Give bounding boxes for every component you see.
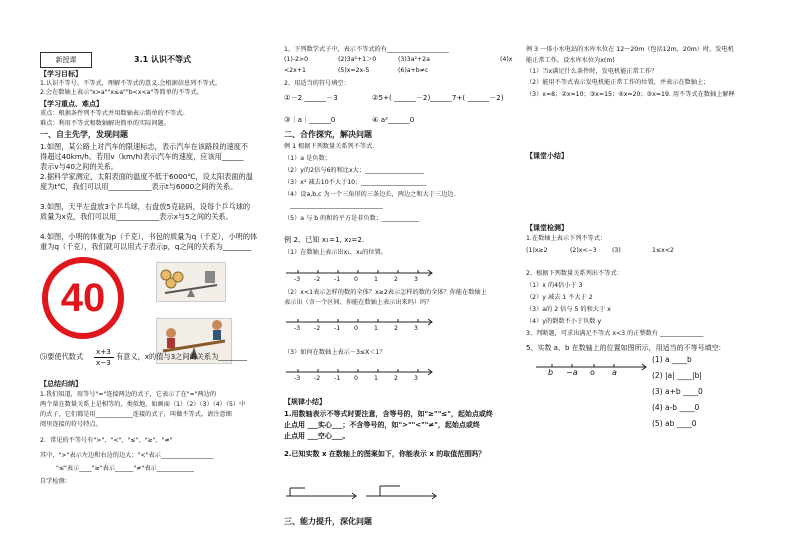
answer-line: (2) |a| ____|b| (652, 371, 702, 380)
test-3: 3、判断题，可求出满足不等式 x<3 的正整数有 ______________ (526, 330, 704, 337)
tick-label: 1 (374, 375, 378, 382)
self-check-label: 自学检测： (40, 478, 71, 485)
question-line: 1.如图，某公路上对汽车的限速标志，表示汽车在该路段的速度不 (40, 142, 249, 151)
example-1: 例 1 根据下列数量关系列不等式. (284, 143, 375, 150)
class-test-heading: 【课堂检测】 (526, 224, 568, 232)
number-line-2 (286, 319, 432, 325)
tick-label: 1 (374, 276, 378, 283)
question-line: 得超过40km/h。若用v（km/h)表示汽车的速度，应该用______ (40, 152, 244, 161)
q2-text: 2、用适当的符号填空： (284, 80, 350, 87)
tick-label: -2 (314, 375, 321, 382)
q2-fill: ①－2 ______－3 (284, 93, 338, 102)
example-2-q3: （3）如何在数轴上表示－3≤X＜1？ (284, 349, 386, 356)
rule-line: 止点用 ___实心___；不含等号的，如">""<""≠"，起始点或终 (284, 421, 480, 429)
axis-label-a: a (612, 368, 617, 377)
goal-2: 2.会在数轴上表示"x>a""x≤a""b<x<a"等简单的不等式。 (40, 89, 203, 96)
test-1-option: (3) (612, 247, 621, 254)
tick-label: -2 (314, 276, 321, 283)
example-3: 能正常工作，设水库水位为x(m) (526, 57, 615, 64)
fraction-question-prefix: ⑸要使代数式 (40, 352, 84, 361)
axis-label-b: b (548, 368, 554, 377)
q2-fill: ②5+( ______－2)______7+( ______－2) (372, 93, 504, 102)
summary-line: 1.我们知道，用等号"="连接两边的式子，它表示了在"="两边的 (40, 391, 217, 398)
answer-line: (1) a ____b (652, 355, 692, 364)
question-line: 质量为x克，我们可以用____________表示x与5之间的关系。 (40, 212, 233, 221)
class-summary-heading: 【课堂小结】 (526, 152, 568, 160)
question-line: 4.如图，小明的体重为p（千克），书包的质量为q（千克），小明的体 (40, 232, 258, 241)
tick-label: 2 (394, 276, 398, 283)
page-title: 3.1 认识不等式 (134, 55, 191, 64)
goal-1: 1.认识不等号、不等式，理解不等式的意义,会根据信息列不等式。 (40, 80, 222, 87)
axis-label-origin: o (590, 368, 595, 377)
example-2: 例 2、已知 x₁=1, x₂=2. (284, 235, 365, 244)
speed-limit-value: 40 (60, 275, 106, 320)
q2-fill: ③｜a｜______0 (284, 115, 336, 124)
key-heading: 【学习重点、难点】 (40, 100, 103, 108)
answer-line: (4) a-b ____0 (652, 403, 700, 412)
example-3: 例 3 一体小水电站的水库水位在 12～20m（包括12m，20m）时，发电机 (526, 46, 734, 53)
tick-label: 3 (414, 276, 418, 283)
test-1-option: (2)x<−3 (570, 247, 597, 254)
summary-line: 的式子，它们都是用____________连接的式子，叫做不等式。请注意细 (40, 411, 232, 418)
fraction-denominator: x−3 (96, 358, 111, 367)
example-2-q1: （1）在数轴上表示出x₁、x₂的位置。 (284, 249, 387, 256)
number-line-5 (366, 486, 436, 499)
tick-label: 0 (354, 276, 358, 283)
tick-label: 2 (394, 375, 398, 382)
q2-fill: ④ a²______0 (372, 115, 415, 124)
q1-text: 1、下列数学式子中，表示不等式的有____________________ (284, 46, 449, 53)
test-1-option: (1)x≥2 (526, 247, 548, 254)
q1-option: (2)3a²+1＞0 (338, 56, 377, 63)
q1-option: (4)x (500, 56, 513, 63)
tick-label: 3 (414, 325, 418, 332)
tick-label: -2 (314, 325, 321, 332)
example-3-q: （3）x=8；②x=10；③x=15；④x=20；⑤x=19. 用不等式在数轴上解释 (526, 91, 735, 98)
test-1-option: 1≤x<2 (652, 247, 674, 254)
example-1-item: （3）x² 减去10不大于10；_____________________ (284, 179, 427, 186)
example-3-q: （1）当x满足什么条件时，发电机能正常工作？ (526, 68, 658, 75)
rule-heading: 【规律小结】 (284, 398, 326, 406)
question-2-range: 2.已知实数 x 在数轴上的图案如下，你能表示 x 的取值范围吗？ (284, 450, 486, 458)
summary-line: 阅里连接的符号特点。 (40, 421, 102, 428)
example-1-item: （2）y的2倍与6的和比x大；___________________ (284, 167, 424, 174)
test-5: 5、实数 a、b 在数轴上的位置如图所示，用适当的不等号填空: (526, 344, 721, 352)
question-line: 重为q（千克），我们就可以用式子表示p，q之间的关系为________ (40, 242, 252, 251)
tick-label: 3 (414, 375, 418, 382)
tick-label: 0 (354, 375, 358, 382)
key-2: 难点：利用不等式和数轴解决简单的实际问题。 (40, 120, 170, 127)
tick-label: 0 (354, 325, 358, 332)
answer-line: (3) a+b ____0 (652, 387, 703, 396)
tick-label: -1 (334, 276, 341, 283)
number-line-4 (286, 488, 356, 499)
example-2-q2: （2）x<1表示怎样的数的全体？x≥2表示怎样的数的全体？你能在数轴上 (284, 289, 487, 296)
q1-option: (5)x=2x-5 (338, 67, 370, 74)
number-line-3 (286, 369, 432, 375)
q1-option: (1)-2>0 (284, 56, 309, 63)
tick-label: -3 (294, 325, 301, 332)
example-1-item: （5）a 与 b 的和的平方是非负数；____________ (284, 215, 420, 222)
question-line: 3.如图，天平左盘放3个乒乓球，右盘放5克砝码，设每个乒乓球的 (40, 202, 251, 211)
fraction-question-suffix: 有意义，x的值与3之间的关系为________ (116, 352, 248, 361)
example-2-q2: 表示出（含一个区间、你能在数轴上表示出来吗）吗？ (284, 299, 433, 306)
tick-label: -1 (334, 325, 341, 332)
test-2-item: （4）y的倒数不小于负数 y (526, 318, 602, 325)
question-line: 度为t℃，我们可以用____________表示t与6000之间的关系。 (40, 182, 238, 191)
tick-label: 2 (394, 325, 398, 332)
test-2-item: （2）y 减去 1 不大于 2 (526, 294, 593, 301)
answer-line: (5) ab ____0 (652, 419, 697, 428)
test-2: 2、根据下列数量关系列出不等式： (526, 270, 623, 277)
axis-label-neg-a: −a (566, 368, 578, 377)
summary-heading: 【总结归纳】 (40, 380, 82, 388)
test-1: 1.在数轴上表示下列不等式： (526, 235, 607, 242)
rule-line: 止点用 ___空心___。 (284, 432, 350, 440)
key-1: 重点：根据条件列不等式并用数轴表示简单的不等式。 (40, 110, 189, 117)
test-2-item: （3）a的 2 倍与 5 的和大于 x (526, 306, 611, 313)
rule-line: 1.用数轴表示不等式时要注意，含等号的，如"≥""≤"，起始点或终 (284, 410, 493, 418)
summary-line: 2．常见的不等号有">"、"<"、"≤"、"≥"、"≠" (40, 437, 173, 444)
fraction-numerator: x+3 (96, 347, 111, 356)
q1-option: (3)3a²+2a (398, 56, 430, 63)
example-1-item: （4）设a,b,c 为一个三角形的三条边长，两边之和大于三边边. (284, 191, 456, 198)
question-line: 表示v与40之间的关系。 (40, 162, 119, 171)
summary-line: 两个量在数量关系上是相等的，类似地，如画面（1）（2）（3）（4）（5）中 (40, 401, 246, 408)
summary-line: 其中，">"表示左边和右边的边大；"<"表示_________________ (40, 452, 214, 459)
question-line: 2.据科学家测定，太阳表面的温度不低于6000℃，设太阳表面的温 (40, 172, 253, 181)
tick-label: -3 (294, 276, 301, 283)
example-1-item: （1）a 是负数； (284, 155, 331, 162)
test-2-item: （1）x 的4倍小于 3 (526, 282, 583, 289)
summary-line: "≤"表示____"≥"表示______"≠"表示____________ (56, 465, 194, 472)
q1-option: (6)a+b≠c (398, 67, 429, 74)
tick-label: 1 (374, 325, 378, 332)
goals-heading: 【学习目标】 (40, 70, 82, 78)
example-1-item: ______________________________ (290, 202, 383, 209)
q1-option: <2x+1 (284, 67, 306, 74)
section-1-heading: 一、自主先学，发现问题 (40, 130, 128, 139)
number-line-1 (286, 270, 432, 276)
example-3-q: （2）能用不等式表示发电机能正常工作的位置，并表示在数轴上； (526, 79, 710, 86)
tick-label: -3 (294, 375, 301, 382)
tick-label: -1 (334, 375, 341, 382)
lesson-type-badge: 新授课 (40, 52, 92, 68)
section-3-heading: 三、能力提升，深化问题 (284, 517, 372, 526)
section-2-heading: 二、合作探究，解决问题 (284, 130, 372, 139)
